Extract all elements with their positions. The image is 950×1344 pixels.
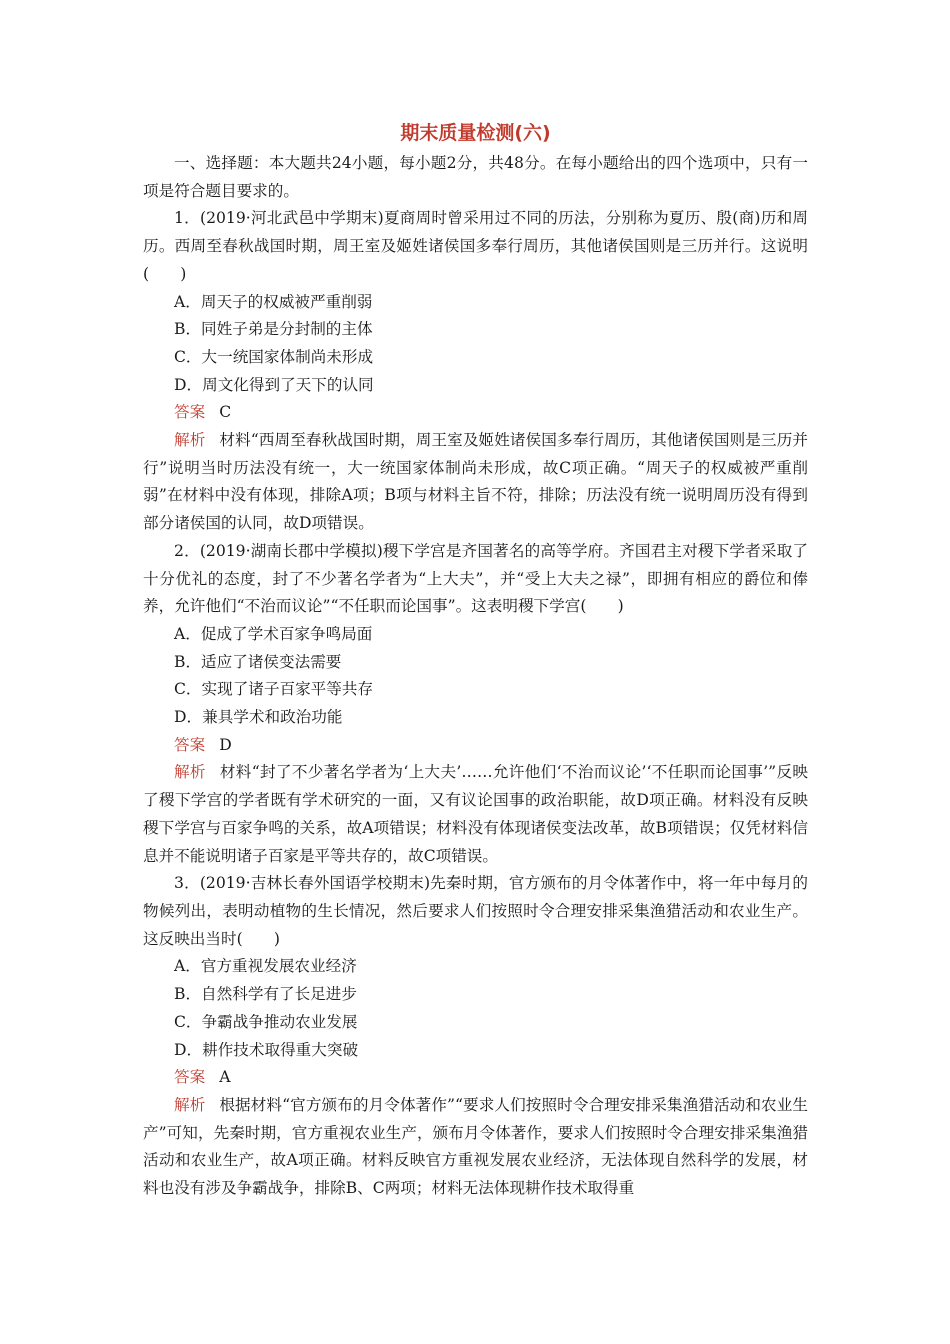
question-3	[143, 870, 808, 1202]
option-b: B．自然科学有了长足进步	[174, 985, 357, 1004]
answer-value: A	[219, 1068, 231, 1087]
option-b: B．适应了诸侯变法需要	[174, 652, 342, 671]
analysis-label: 解析	[174, 1095, 206, 1114]
answer-label: 答案	[174, 1068, 206, 1087]
answer-label: 答案	[174, 403, 206, 422]
answer-line	[143, 732, 808, 760]
question-1	[143, 205, 808, 537]
option-a: A．促成了学术百家争鸣局面	[174, 624, 373, 643]
analysis-label: 解析	[174, 763, 206, 782]
analysis-paragraph	[143, 427, 808, 538]
option-c: C．实现了诸子百家平等共存	[174, 680, 374, 699]
section-intro: 一、选择题：本大题共24小题，每小题2分，共48分。在每小题给出的四个选项中，只有一项是符合题目要求的。	[143, 154, 808, 200]
page-title: 期末质量检测(六)	[400, 122, 551, 144]
document-page	[143, 118, 808, 1203]
analysis-text: 材料“西周至春秋战国时期，周王室及姬姓诸侯国多奉行周历，其他诸侯国则是三历并行”说明当时历法没有统一，大一统国家体制尚未形成，故C项正确。“周天子的权威被严重削弱”在材料中没有体现，排除A项；B项与材料主旨不符，排除；历法没有统一说明周历没有得到部分诸侯国的认同，故D项错误。	[143, 431, 808, 533]
answer-line	[143, 399, 808, 427]
option-a: A．周天子的权威被严重削弱	[174, 292, 373, 311]
option-c: C．大一统国家体制尚未形成	[174, 347, 374, 366]
answer-value: D	[219, 735, 232, 754]
option-b: B．同姓子弟是分封制的主体	[174, 320, 373, 339]
answer-value: C	[219, 403, 232, 422]
question-2	[143, 538, 808, 870]
option-a: A．官方重视发展农业经济	[174, 957, 357, 976]
analysis-paragraph	[143, 759, 808, 870]
question-stem: 3．(2019·吉林长春外国语学校期末)先秦时期，官方颁布的月令体著作中，将一年中每月的物候列出，表明动植物的生长情况，然后要求人们按照时令合理安排采集渔猎活动和农业生产。这反映出当时( )	[143, 874, 808, 948]
question-stem: 2．(2019·湖南长郡中学模拟)稷下学宫是齐国著名的高等学府。齐国君主对稷下学者采取了十分优礼的态度，封了不少著名学者为“上大夫”，并“受上大夫之禄”，即拥有相应的爵位和俸养，允许他们“不治而议论”“不任职而论国事”。这表明稷下学宫( )	[143, 541, 808, 616]
option-d: D．耕作技术取得重大突破	[174, 1040, 359, 1059]
analysis-text: 根据材料“官方颁布的月令体著作”“要求人们按照时令合理安排采集渔猎活动和农业生产”可知，先秦时期，官方重视农业生产，颁布月令体著作，要求人们按照时令合理安排采集渔猎活动和农业生产，故A项正确。材料反映官方重视发展农业经济，无法体现自然科学的发展，材料也没有涉及争霸战争，排除B、C两项；材料无法体现耕作技术取得重	[143, 1095, 808, 1198]
answer-line	[143, 1064, 808, 1092]
analysis-label: 解析	[174, 431, 206, 450]
option-d: D．周文化得到了天下的认同	[174, 375, 374, 394]
analysis-text: 材料“封了不少著名学者为‘上大夫’……允许他们‘不治而议论’‘不任职而论国事’”反映了稷下学宫的学者既有学术研究的一面，又有议论国事的政治职能，故D项正确。材料没有反映稷下学宫与百家争鸣的关系，故A项错误；材料没有体现诸侯变法改革，故B项错误；仅凭材料信息并不能说明诸子百家是平等共存的，故C项错误。	[143, 763, 808, 865]
analysis-paragraph	[143, 1092, 808, 1203]
option-c: C．争霸战争推动农业发展	[174, 1012, 358, 1031]
option-d: D．兼具学术和政治功能	[174, 708, 343, 727]
question-stem: 1．(2019·河北武邑中学期末)夏商周时曾采用过不同的历法，分别称为夏历、殷(商)历和周历。西周至春秋战国时期，周王室及姬姓诸侯国多奉行周历，其他诸侯国则是三历并行。这说明( )	[143, 209, 808, 283]
answer-label: 答案	[174, 735, 206, 754]
